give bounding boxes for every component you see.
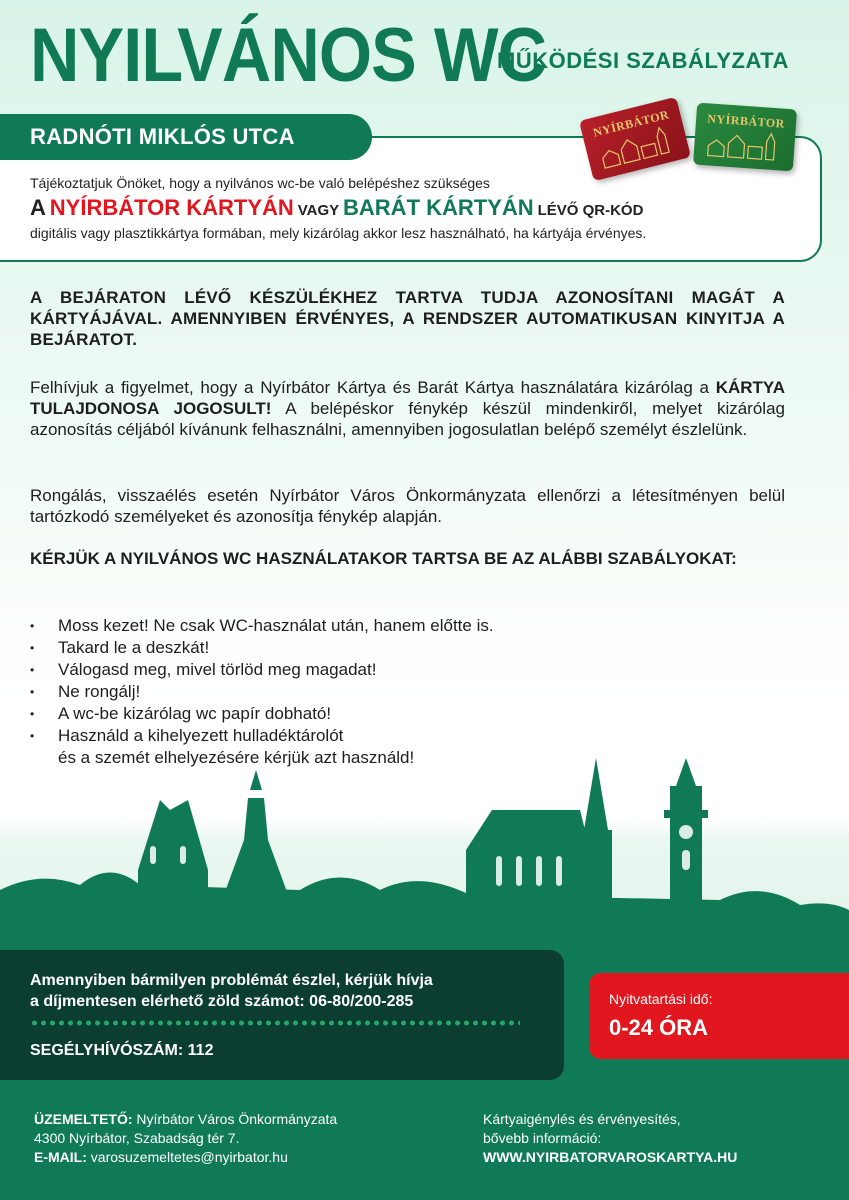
- operator-address: 4300 Nyírbátor, Szabadság tér 7.: [34, 1130, 240, 1146]
- info-text-a: A: [30, 195, 46, 220]
- green-number-line: a díjmentesen elérhető zöld számot: 06-80/200-285: [30, 993, 414, 1010]
- page-subtitle: MŰKÖDÉSI SZABÁLYZATA: [497, 48, 789, 73]
- vandalism-paragraph: Rongálás, visszaélés esetén Nyírbátor Város Önkormányzata ellenőrzi a létesítményen belül tartózkodó személyeket és azonosítja fénykép alapján.: [30, 486, 785, 526]
- notice-text: Felhívjuk a figyelmet, hogy a Nyírbátor Kártya és Barát Kártya használatára kizárólag a: [30, 378, 709, 397]
- card-logo-text: NYÍRBÁTOR: [591, 107, 671, 140]
- notice-paragraph: [30, 377, 785, 440]
- card-name-barat: BARÁT KÁRTYÁN: [343, 195, 534, 220]
- opening-hours-value: 0-24 ÓRA: [609, 1015, 709, 1040]
- card-info-line: bővebb információ:: [483, 1130, 602, 1146]
- info-text: Tájékoztatjuk Önöket, hogy a nyilvános wc-be való belépéshez szükséges: [30, 175, 490, 191]
- notice-emphasis: KÁRTYA TULAJDONOSA JOGOSULT!: [30, 378, 785, 418]
- card-logo-text: NYÍRBÁTOR: [706, 111, 786, 131]
- list-item: • Ne rongálj!: [30, 681, 494, 703]
- notice-text: A belépéskor fénykép készül mindenkiről, melyet kizárólag azonosítás céljából kívánunk felhasználni, amennyiben jogosulatlan belépő személyt észlelünk.: [30, 399, 785, 439]
- list-item: • Válogasd meg, mivel törlöd meg magadat!: [30, 659, 494, 681]
- info-text-qr: LÉVŐ QR-KÓD: [537, 202, 644, 219]
- email-link[interactable]: varosuzemeltetes@nyirbator.hu: [90, 1149, 288, 1165]
- list-item: • A wc-be kizárólag wc papír dobható!: [30, 703, 494, 725]
- dotted-divider: [30, 1020, 520, 1026]
- opening-hours-label: Nyitvatartási idő:: [609, 991, 713, 1007]
- info-text: digitális vagy plasztikkártya formában, mely kizárólag akkor lesz használható, ha kártyája érvényes.: [30, 225, 647, 241]
- rules-list: [30, 615, 494, 769]
- church-icon: [705, 127, 783, 162]
- operator-name: Nyírbátor Város Önkormányzata: [136, 1111, 338, 1127]
- email-label: E-MAIL:: [34, 1149, 87, 1165]
- card-info: [483, 1110, 737, 1167]
- operator-info: [34, 1110, 337, 1167]
- opening-hours-box: [589, 973, 849, 1059]
- list-item: • Moss kezet! Ne csak WC-használat után, hanem előtte is.: [30, 615, 494, 637]
- info-highlight: [30, 195, 643, 221]
- page-title: NYILVÁNOS WC: [30, 13, 547, 98]
- list-item-continuation: és a szemét elhelyezésére kérjük azt használd!: [58, 748, 415, 767]
- emergency-number: SEGÉLYHÍVÓSZÁM: 112: [30, 1042, 214, 1059]
- list-item: • Használd a kihelyezett hulladéktárolót: [30, 725, 494, 747]
- help-box: [0, 950, 564, 1080]
- info-text-or: VAGY: [297, 202, 340, 219]
- barat-card-image: [693, 103, 797, 172]
- website-link[interactable]: WWW.NYIRBATORVAROSKARTYA.HU: [483, 1149, 738, 1165]
- card-info-line: Kártyaigénylés és érvényesítés,: [483, 1111, 681, 1127]
- street-banner: RADNÓTI MIKLÓS UTCA: [0, 114, 372, 160]
- card-name-nyirbator: NYÍRBÁTOR KÁRTYÁN: [49, 195, 294, 220]
- rules-heading: KÉRJÜK A NYILVÁNOS WC HASZNÁLATAKOR TARTSA BE AZ ALÁBBI SZABÁLYOKAT:: [30, 549, 737, 568]
- help-text: [30, 970, 433, 1012]
- operator-label: ÜZEMELTETŐ:: [34, 1111, 133, 1127]
- help-line: Amennyiben bármilyen problémát észlel, kérjük hívja: [30, 972, 433, 989]
- entry-instructions: A BEJÁRATON LÉVŐ KÉSZÜLÉKHEZ TARTVA TUDJA AZONOSÍTANI MAGÁT A KÁRTYÁJÁVAL. AMENNYIBEN ÉRVÉNYES, A RENDSZER AUTOMATIKUSAN KINYITJA A BEJÁRATOT.: [30, 288, 785, 349]
- list-item: • Takard le a deszkát!: [30, 637, 494, 659]
